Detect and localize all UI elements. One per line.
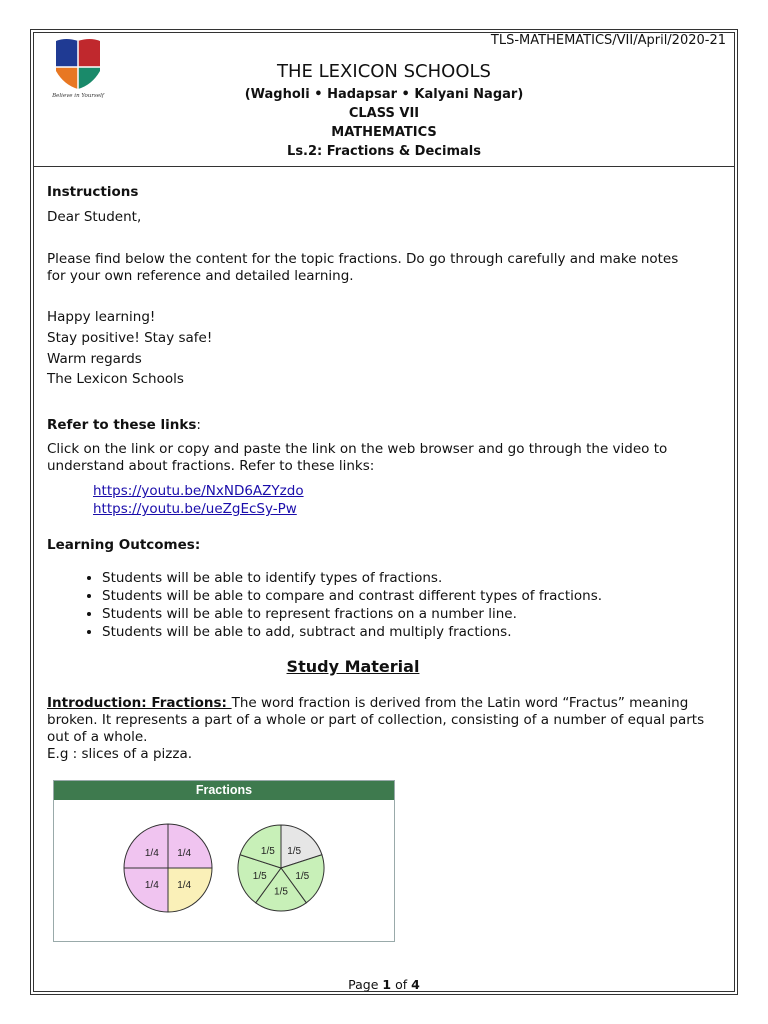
logo-motto: Believe in Yourself — [52, 93, 104, 99]
links-heading: Refer to these links — [47, 417, 197, 433]
fifth-pie-slice-label: 1/5 — [295, 870, 310, 882]
header-divider — [33, 166, 735, 167]
fifth-pie-slice-label: 1/5 — [287, 845, 302, 857]
greeting: Dear Student, — [47, 209, 142, 225]
links-para-line2: understand about fractions. Refer to these links — [47, 458, 370, 474]
fifth-pie-slice-label: 1/5 — [274, 886, 288, 898]
signoff-line4: The Lexicon Schools — [47, 371, 184, 387]
signoff-line2: Stay positive! Stay safe! — [47, 330, 213, 346]
introduction-paragraph — [47, 695, 707, 763]
lesson-title: Ls.2: Fractions & Decimals — [287, 144, 481, 159]
quarter-pie-slice — [168, 824, 212, 868]
links-para-line2-row: understand about fractions. Refer to these links: — [47, 458, 375, 474]
links-heading-row: Refer to these links: — [47, 417, 201, 433]
video-link-2[interactable]: https://youtu.be/ueZgEcSy-Pw — [93, 501, 297, 517]
outcomes-heading: Learning Outcomes: — [47, 537, 201, 553]
signoff-line3: Warm regards — [47, 351, 142, 367]
footer-prefix: Page — [348, 977, 383, 992]
list-item: • Students will be able to compare and contrast different types of fractions. — [102, 587, 602, 605]
fraction-pies — [54, 800, 394, 941]
footer-of: of — [391, 977, 412, 992]
instructions-para-line2: for your own reference and detailed learning. — [47, 268, 354, 284]
instructions-para-line1: Please find below the content for the topic fractions. Do go through carefully and make notes — [47, 251, 679, 267]
school-locations: (Wagholi • Hadapsar • Kalyani Nagar) — [244, 87, 524, 102]
list-item: • Students will be able to represent fractions on a number line. — [102, 605, 602, 623]
subject-label: MATHEMATICS — [331, 125, 437, 140]
links-para-line1: Click on the link or copy and paste the link on the web browser and go through the video to — [47, 441, 668, 457]
quarter-pie-slice-label: 1/4 — [177, 847, 192, 859]
video-link-1[interactable]: https://youtu.be/NxND6AZYzdo — [93, 483, 304, 499]
total-page-number: 4 — [411, 977, 420, 992]
introduction-lead: Introduction: Fractions: — [47, 695, 232, 711]
signoff-line1: Happy learning! — [47, 309, 156, 325]
page-footer — [0, 977, 768, 992]
quarter-pie-slice-label: 1/4 — [144, 847, 159, 859]
document-code: TLS-MATHEMATICS/VII/April/2020-21 — [490, 33, 726, 48]
fifth-pie-slice-label: 1/5 — [260, 845, 275, 857]
list-item: • Students will be able to identify types of fractions. — [102, 569, 602, 587]
school-name: THE LEXICON SCHOOLS — [277, 61, 491, 82]
instructions-heading: Instructions — [47, 184, 139, 200]
fractions-figure — [53, 780, 395, 942]
introduction-text: The word fraction is derived from the Latin word “Fractus” meaning broken. It represents a part of a whole or part of collection, consisting of a number of equal parts out of a whole. — [47, 695, 705, 745]
study-material-heading: Study Material — [286, 657, 420, 676]
class-label: CLASS VII — [348, 106, 420, 121]
introduction-example: E.g : slices of a pizza. — [47, 746, 193, 762]
figure-title: Fractions — [54, 781, 394, 800]
quarter-pie-slice — [124, 824, 168, 868]
current-page-number: 1 — [382, 977, 392, 992]
outcomes-list — [54, 569, 602, 641]
quarter-pie-slice-label: 1/4 — [144, 880, 159, 892]
list-item: • Students will be able to add, subtract and multiply fractions. — [102, 623, 602, 641]
quarter-pie-slice-label: 1/4 — [177, 880, 192, 892]
fifth-pie-slice-label: 1/5 — [252, 870, 267, 882]
